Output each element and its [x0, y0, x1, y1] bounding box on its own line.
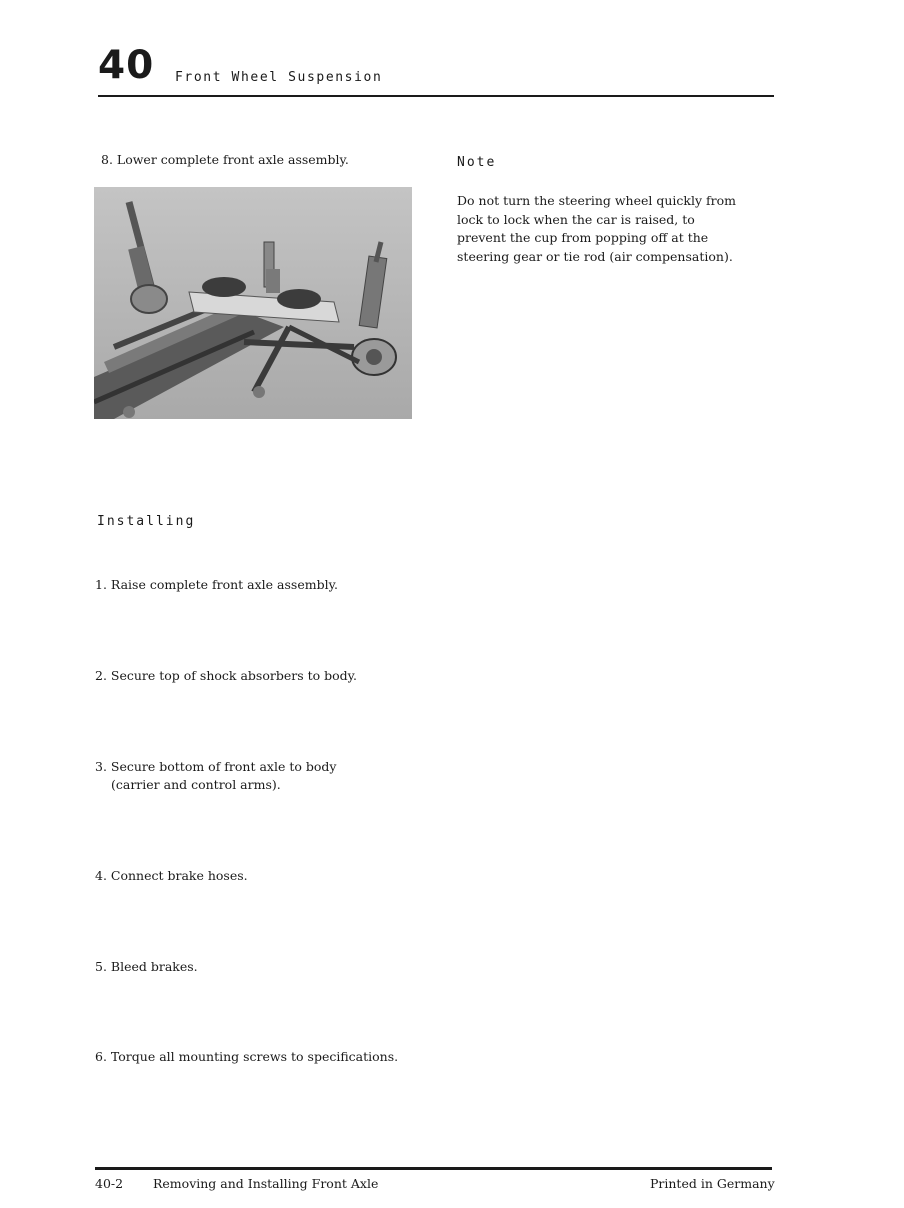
header-rule — [98, 95, 774, 97]
front-axle-photo — [94, 187, 412, 419]
footer-section-title: Removing and Installing Front Axle — [153, 1176, 379, 1191]
note-line: lock to lock when the car is raised, to — [457, 211, 695, 227]
installing-heading: Installing — [97, 514, 196, 529]
note-line: steering gear or tie rod (air compensation). — [457, 248, 733, 264]
install-step-4: 4. Connect brake hoses. — [95, 868, 248, 883]
footer-rule — [95, 1167, 772, 1170]
footer-page-number: 40-2 — [95, 1176, 124, 1191]
install-step-5: 5. Bleed brakes. — [95, 959, 198, 974]
note-line: Do not turn the steering wheel quickly from — [457, 193, 736, 208]
section-number: 40 — [98, 43, 155, 88]
footer-printed: Printed in Germany — [650, 1176, 775, 1191]
note-heading: Note — [457, 155, 497, 170]
note-body — [457, 192, 736, 266]
install-step-6: 6. Torque all mounting screws to specifications. — [95, 1049, 399, 1064]
install-step-3-cont: (carrier and control arms). — [111, 777, 281, 792]
install-step-2: 2. Secure top of shock absorbers to body. — [95, 668, 358, 683]
install-step-3: 3. Secure bottom of front axle to body — [95, 759, 337, 774]
install-step-1: 1. Raise complete front axle assembly. — [95, 577, 338, 592]
note-line: prevent the cup from popping off at the — [457, 230, 709, 245]
section-title: Front Wheel Suspension — [175, 70, 383, 85]
step-8-text: 8. Lower complete front axle assembly. — [101, 152, 349, 167]
